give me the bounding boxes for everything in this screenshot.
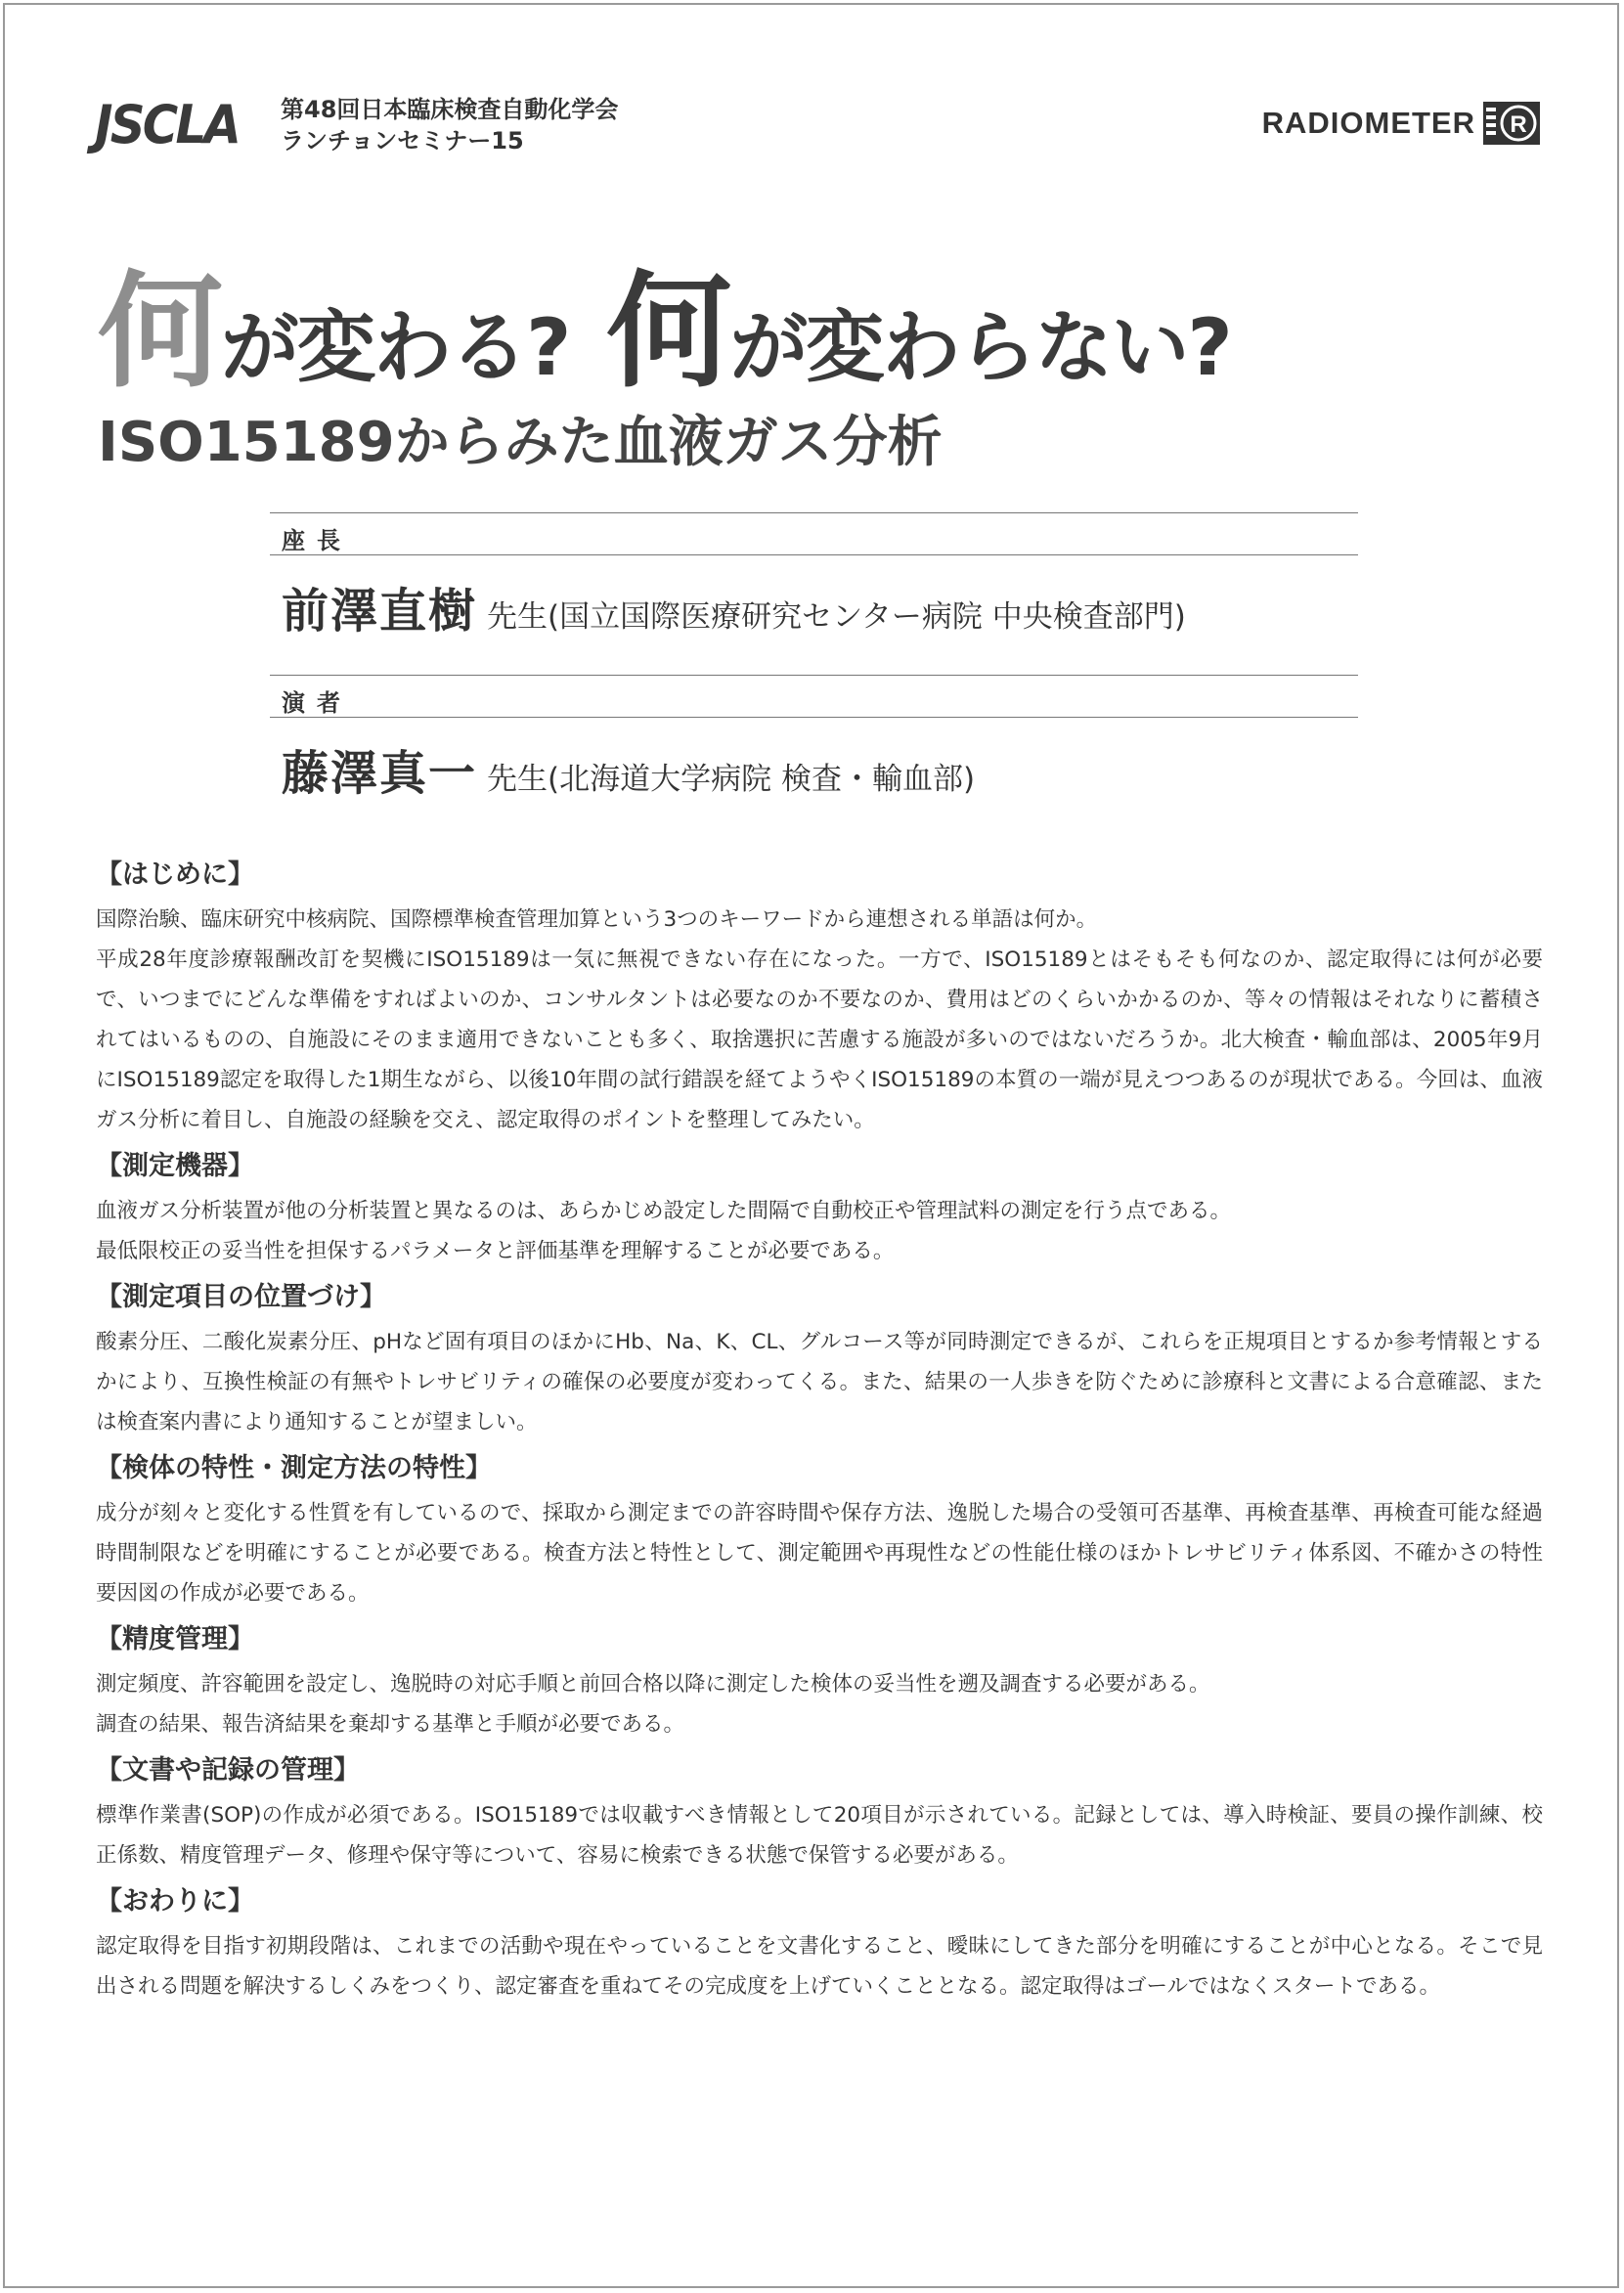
speaker-title: 先生 <box>487 762 549 797</box>
paragraph: 認定取得を目指す初期段階は、これまでの活動や現在やっていることを文書化すること、曖昧にしてきた部分を明確にすることが中心となる。そこで見出される問題を解決するしくみをつくり、認定審査を重ねてその完成度を上げていくこととなる。認定取得はゴールではなくスタートである。 <box>96 1934 1543 1999</box>
chair-label: 座長 <box>282 527 352 554</box>
section-qc <box>96 1621 1543 1744</box>
speaker-label: 演者 <box>282 689 352 717</box>
paragraph: 成分が刻々と変化する性質を有しているので、採取から測定までの許容時間や保存方法、逸脱した場合の受領可否基準、再検査基準、再検査可能な経過時間制限などを明確にすることが必要である。検査方法と特性として、測定範囲や再現性などの性能仕様のほかトレサビリティ体系図、不確かさの特性要因図の作成が必要である。 <box>96 1501 1543 1606</box>
section-heading: 【測定項目の位置づけ】 <box>96 1282 386 1312</box>
section-documents <box>96 1752 1543 1875</box>
title-rest-2: が変わらない? <box>729 302 1231 393</box>
radiometer-logo <box>1262 102 1540 145</box>
seminar-number: ランチョンセミナー15 <box>281 127 524 154</box>
section-items <box>96 1279 1543 1442</box>
section-heading: 【はじめに】 <box>96 860 254 890</box>
section-heading: 【精度管理】 <box>96 1624 254 1654</box>
radiometer-mark-letter: R <box>1510 111 1527 138</box>
section-text <box>96 1322 1543 1442</box>
conference-info <box>281 94 618 156</box>
section-text <box>96 1191 1543 1271</box>
section-text <box>96 1926 1543 2006</box>
divider <box>270 554 1358 555</box>
section-text <box>96 1795 1543 1875</box>
paragraph: 血液ガス分析装置が他の分析装置と異なるのは、あらかじめ設定した間隔で自動校正や管理試料の測定を行う点である。 <box>96 1199 1232 1223</box>
paragraph: 国際治験、臨床研究中核病院、国際標準検査管理加算という3つのキーワードから連想される単語は何か。 <box>96 907 1098 932</box>
section-heading: 【測定機器】 <box>96 1151 254 1181</box>
divider <box>270 717 1358 718</box>
paragraph: 調査の結果、報告済結果を棄却する基準と手順が必要である。 <box>96 1712 685 1737</box>
section-text <box>96 1664 1543 1744</box>
divider <box>270 675 1358 676</box>
paragraph: 測定頻度、許容範囲を設定し、逸脱時の対応手順と前回合格以降に測定した検体の妥当性を遡及調査する必要がある。 <box>96 1672 1210 1697</box>
paragraph: 標準作業書(SOP)の作成が必須である。ISO15189では収載すべき情報として20項目が示されている。記録としては、導入時検証、要員の操作訓練、校正係数、精度管理データ、修理や保守等について、容易に検索できる状態で保管する必要がある。 <box>96 1803 1543 1868</box>
chair-name: 前澤直樹 <box>282 584 478 639</box>
section-specimen <box>96 1450 1543 1613</box>
paragraph: 平成28年度診療報酬改訂を契機にISO15189は一気に無視できない存在になった。一方で、ISO15189とはそもそも何なのか、認定取得には何が必要で、いつまでにどんな準備をすればよいのか、コンサルタントは必要なのか不要なのか、費用はどのくらいかかるのか、等々の情報はそれなりに蓄積されてはいるものの、自施設にそのまま適用できないことも多く、取捨選択に苦慮する施設が多いのではないだろうか。北大検査・輸血部は、2005年9月にISO15189認定を取得した1期生ながら、以後10年間の試行錯誤を経てようやくISO15189の本質の一端が見えつつあるのが現状である。今回は、血液ガス分析に着目し、自施設の経験を交え、認定取得のポイントを整理してみたい。 <box>96 948 1543 1132</box>
title-rest-1: が変わる? <box>221 302 570 393</box>
speaker-person <box>282 735 975 803</box>
radiometer-mark-icon <box>1483 102 1540 145</box>
speaker-affiliation: (北海道大学病院 検査・輸血部) <box>548 762 976 797</box>
chair-title: 先生 <box>487 599 549 635</box>
chair-affiliation: (国立国際医療研究センター病院 中央検査部門) <box>548 599 1186 635</box>
divider <box>270 512 1358 513</box>
subtitle: ISO15189からみた血液ガス分析 <box>98 411 943 474</box>
abstract-body <box>96 857 1543 2006</box>
paragraph: 最低限校正の妥当性を担保するパラメータと評価基準を理解することが必要である。 <box>96 1239 895 1263</box>
chair-person <box>282 573 1186 640</box>
title-char-2: 何 <box>606 259 730 405</box>
paragraph: 酸素分圧、二酸化炭素分圧、pHなど固有項目のほかにHb、Na、K、CL、グルコース等が同時測定できるが、これらを正規項目とするか参考情報とするかにより、互換性検証の有無やトレサビリティの確保の必要度が変わってくる。また、結果の一人歩きを防ぐために診療科と文書による合意確認、または検査案内書により通知することが望ましい。 <box>96 1330 1543 1434</box>
section-heading: 【おわりに】 <box>96 1886 254 1917</box>
section-conclusion <box>96 1883 1543 2006</box>
section-intro <box>96 857 1543 1140</box>
conference-title: 第48回日本臨床検査自動化学会 <box>281 96 619 123</box>
section-instrument <box>96 1148 1543 1271</box>
jscla-logo: JSCLA <box>95 94 240 155</box>
section-text <box>96 900 1543 1140</box>
section-heading: 【検体の特性・測定方法の特性】 <box>96 1453 492 1483</box>
speaker-name: 藤澤真一 <box>282 746 478 801</box>
radiometer-logo-text: RADIOMETER <box>1261 106 1475 140</box>
title-char-1: 何 <box>98 259 222 405</box>
main-title <box>98 231 1231 411</box>
section-text <box>96 1493 1543 1613</box>
section-heading: 【文書や記録の管理】 <box>96 1755 360 1786</box>
